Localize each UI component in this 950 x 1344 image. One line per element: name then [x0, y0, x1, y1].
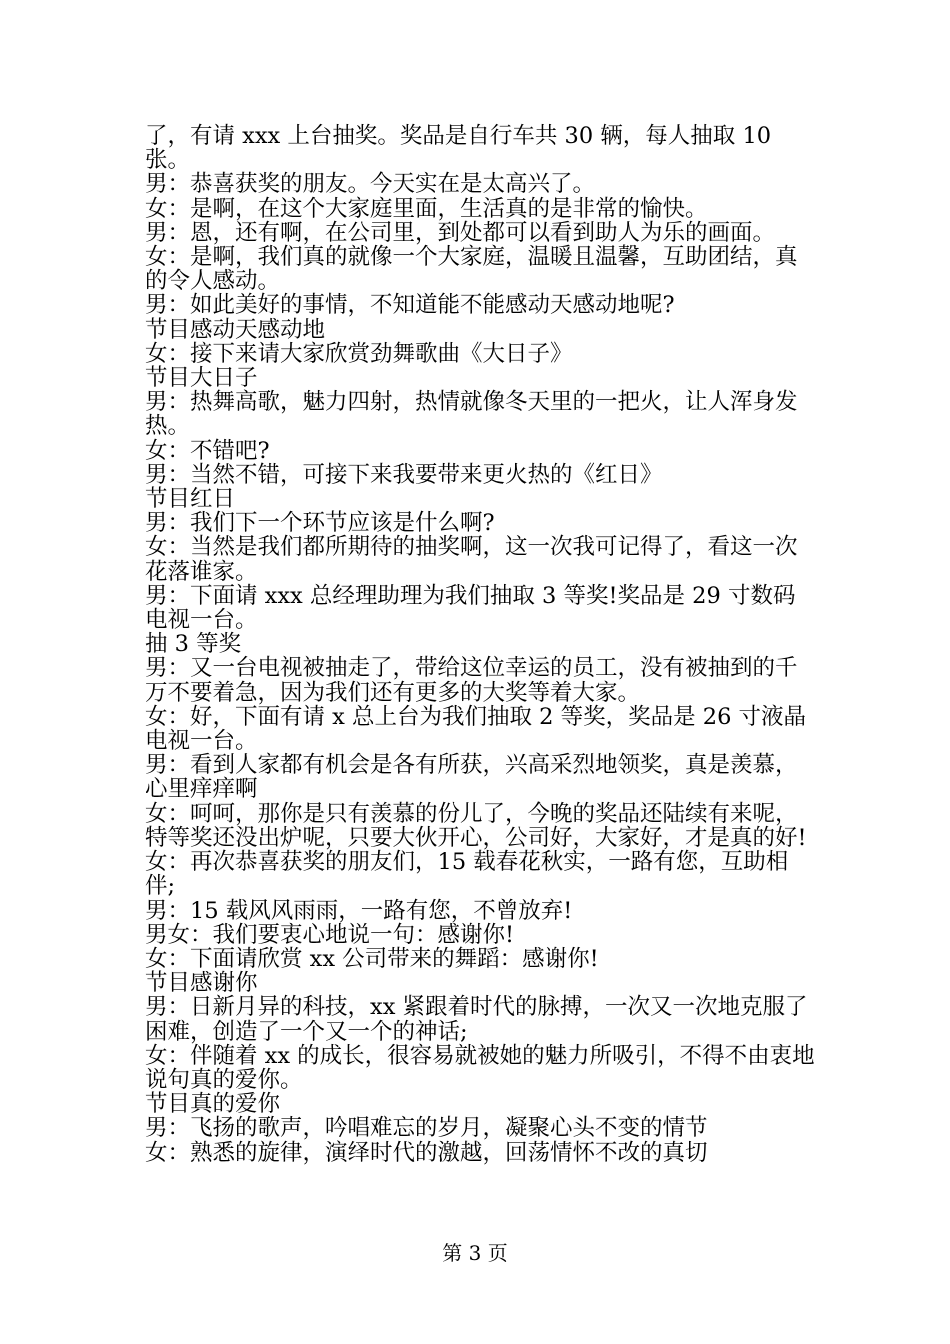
paragraph: 男：飞扬的歌声，吟唱难忘的岁月，凝聚心头不变的情节 — [145, 1115, 708, 1142]
paragraph: 男女：我们要衷心地说一句：感谢你! — [145, 921, 515, 948]
paragraph: 节目真的爱你 — [145, 1091, 281, 1118]
paragraph: 男：恩，还有啊，在公司里，到处都可以看到助人为乐的画面。 — [145, 219, 776, 246]
paragraph: 女：再次恭喜获奖的朋友们，15 载春花秋实，一路有您，互助相伴; — [145, 849, 789, 900]
paragraph: 女：伴随着 xx 的成长，很容易就被她的魅力所吸引，不得不由衷地说句真的爱你。 — [145, 1042, 815, 1093]
paragraph: 女：是啊，在这个大家庭里面，生活真的是非常的愉快。 — [145, 195, 708, 222]
paragraph: 男：我们下一个环节应该是什么啊? — [145, 510, 495, 537]
document-body — [145, 124, 817, 1165]
page-footer — [0, 1240, 950, 1266]
paragraph: 了，有请 xxx 上台抽奖。奖品是自行车共 30 辆，每人抽取 10 张。 — [145, 123, 772, 174]
paragraph: 男：如此美好的事情，不知道能不能感动天感动地呢? — [145, 292, 675, 319]
page-number: 第 3 页 — [442, 1241, 508, 1265]
paragraph: 女：熟悉的旋律，演绎时代的激越，回荡情怀不改的真切 — [145, 1139, 708, 1166]
paragraph: 抽 3 等奖 — [145, 631, 242, 658]
paragraph: 男：又一台电视被抽走了，带给这位幸运的员工，没有被抽到的千万不要着急，因为我们还有更多的大奖等着大家。 — [145, 655, 798, 706]
paragraph: 男：当然不错，可接下来我要带来更火热的《红日》 — [145, 461, 663, 488]
paragraph: 节目大日子 — [145, 365, 258, 392]
paragraph: 女：呵呵，那你是只有羡慕的份儿了，今晚的奖品还陆续有来呢，特等奖还没出炉呢，只要大伙开心，公司好，大家好，才是真的好! — [145, 800, 807, 851]
paragraph: 女：是啊，我们真的就像一个大家庭，温暖且温馨，互助团结，真的令人感动。 — [145, 244, 798, 295]
paragraph: 男：看到人家都有机会是各有所获，兴高采烈地领奖，真是羡慕，心里痒痒啊 — [145, 752, 798, 803]
paragraph: 男：下面请 xxx 总经理助理为我们抽取 3 等奖!奖品是 29 寸数码电视一台。 — [145, 582, 796, 634]
paragraph: 男：15 载风风雨雨，一路有您，不曾放弃! — [145, 897, 573, 924]
paragraph: 男：恭喜获奖的朋友。今天实在是太高兴了。 — [145, 171, 596, 198]
paragraph: 女：好，下面有请 x 总上台为我们抽取 2 等奖，奖品是 26 寸液晶电视一台。 — [145, 703, 807, 755]
paragraph: 女：不错吧? — [145, 437, 270, 464]
paragraph: 女：下面请欣赏 xx 公司带来的舞蹈：感谢你! — [145, 945, 599, 972]
paragraph: 节目感动天感动地 — [145, 316, 326, 343]
paragraph: 男：日新月异的科技，xx 紧跟着时代的脉搏，一次又一次地克服了困难，创造了一个又一个的神话; — [145, 994, 808, 1045]
paragraph: 节目感谢你 — [145, 970, 258, 997]
paragraph: 男：热舞高歌，魅力四射，热情就像冬天里的一把火，让人浑身发热。 — [145, 389, 798, 440]
paragraph: 女：接下来请大家欣赏劲舞歌曲《大日子》 — [145, 340, 573, 367]
paragraph: 节目红日 — [145, 486, 236, 513]
paragraph: 女：当然是我们都所期待的抽奖啊，这一次我可记得了，看这一次花落谁家。 — [145, 534, 798, 585]
